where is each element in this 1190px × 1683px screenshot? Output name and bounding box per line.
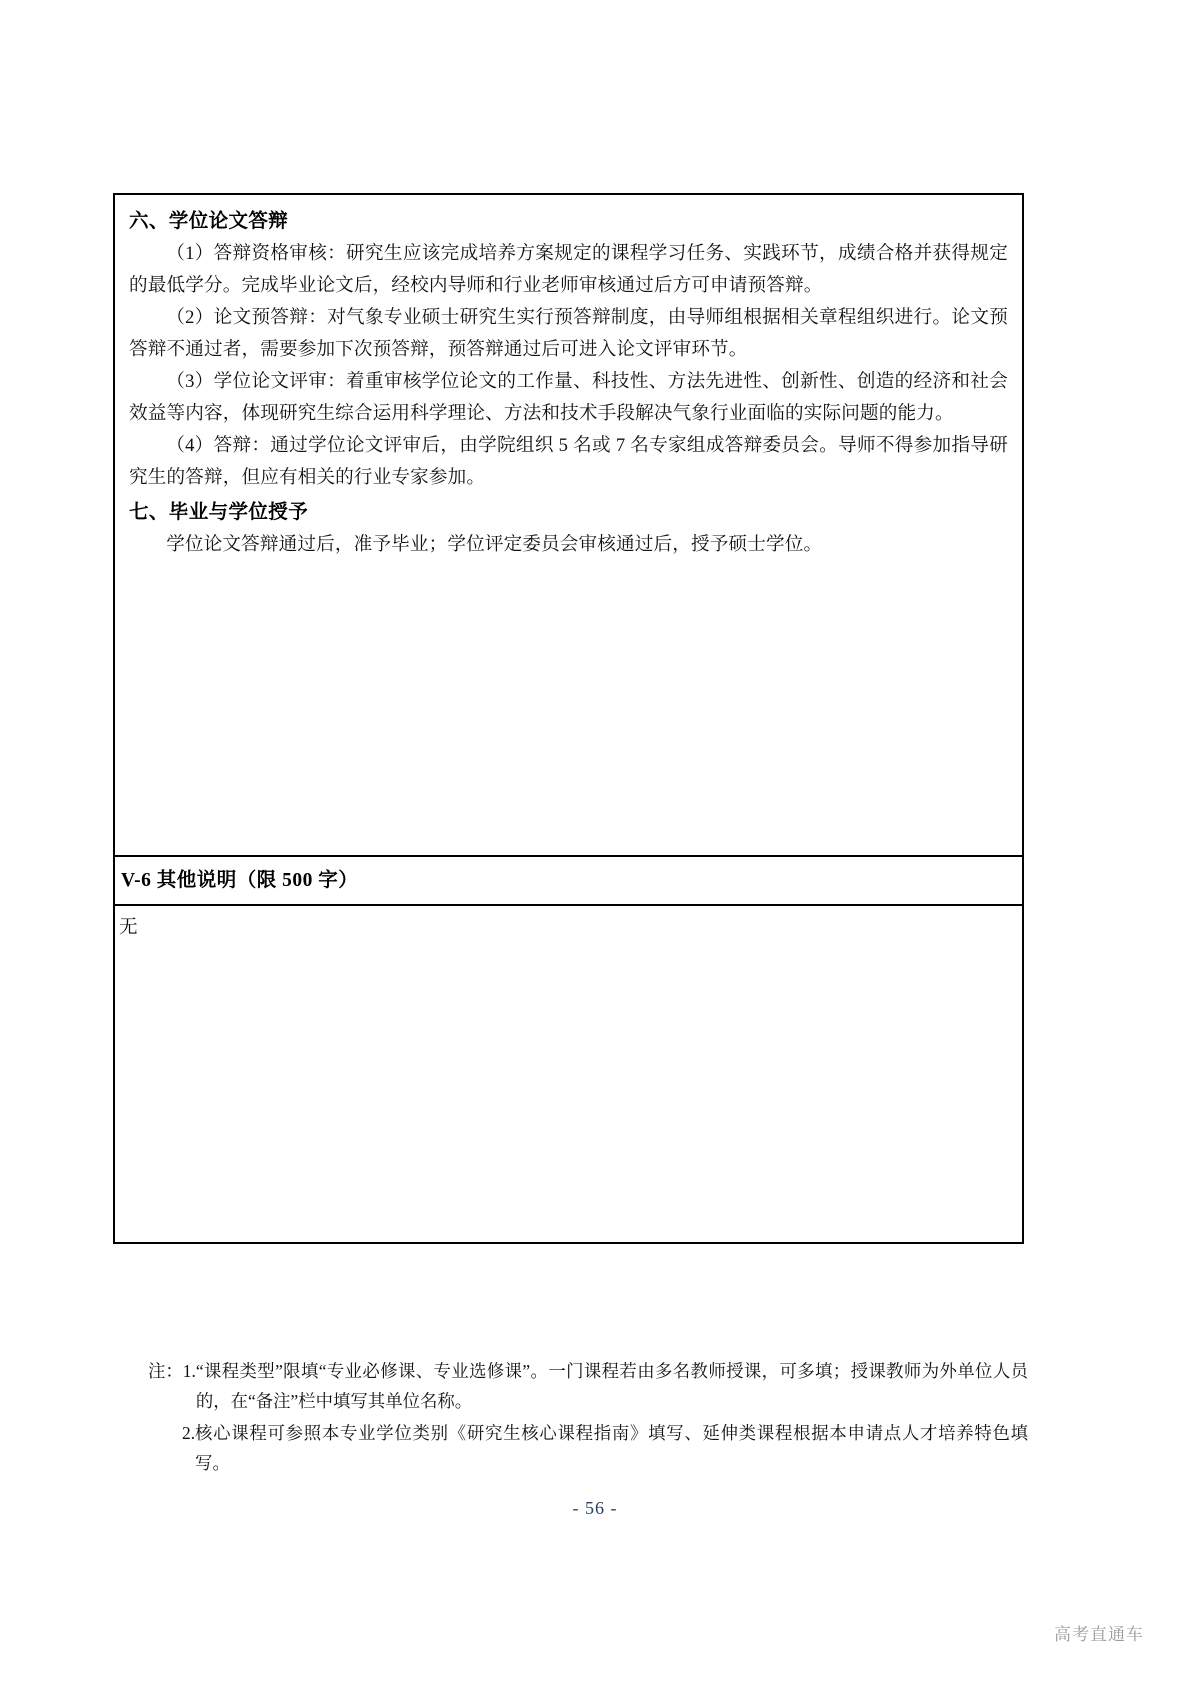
v6-title-row <box>115 855 1022 904</box>
footnote-1-number: 1. <box>182 1361 196 1381</box>
footnote-item-1 <box>148 1357 1028 1417</box>
v6-other-notes-field[interactable]: 无 <box>119 917 138 939</box>
section-six-paragraph-4: （4）答辩：通过学位论文评审后，由学院组织 5 名或 7 名专家组成答辩委员会。导师不得参加指导研究生的答辩，但应有相关的行业专家参加。 <box>129 435 1008 488</box>
footnote-1-text: “课程类型”限填“专业必修课、专业选修课”。一门课程若由多名教师授课，可多填；授课教师为外单位人员的，在“备注”栏中填写其单位名称。 <box>195 1361 1028 1411</box>
footnote-2-text: 核心课程可参照本专业学位类别《研究生核心课程指南》填写、延伸类课程根据本申请点人才培养特色填写。 <box>195 1422 1028 1473</box>
footnote-2-number: 2. <box>182 1422 196 1443</box>
page-number: - 56 - <box>572 1498 618 1518</box>
section-seven-paragraph-1: 学位论文答辩通过后，准予毕业；学位评定委员会审核通过后，授予硕士学位。 <box>166 534 823 556</box>
main-content-table <box>113 193 1024 1244</box>
section-six-heading: 六、学位论文答辩 <box>129 211 289 232</box>
v6-section-title: V-6 其他说明（限 500 字） <box>121 870 359 891</box>
footnotes-label: 注： <box>148 1361 183 1381</box>
v6-content-row <box>115 904 1022 1242</box>
footnotes <box>148 1357 1028 1479</box>
section-six-paragraph-1: （1）答辩资格审核：研究生应该完成培养方案规定的课程学习任务、实践环节，成绩合格并获得规定的最低学分。完成毕业论文后，经校内导师和行业老师审核通过后方可申请预答辩。 <box>129 243 1008 297</box>
section-six-paragraph-2: （2）论文预答辩：对气象专业硕士研究生实行预答辩制度，由导师组根据相关章程组织进行。论文预答辩不通过者，需要参加下次预答辩，预答辩通过后可进入论文评审环节。 <box>129 307 1008 361</box>
section-six-paragraph-3: （3）学位论文评审：着重审核学位论文的工作量、科技性、方法先进性、创新性、创造的经济和社会效益等内容，体现研究生综合运用科学理论、方法和技术手段解决气象行业面临的实际问题的能力。 <box>129 371 1008 425</box>
watermark-label: 高考直通车 <box>1054 1625 1144 1644</box>
section-seven-heading: 七、毕业与学位授予 <box>129 501 309 523</box>
sections-cell <box>115 195 1022 855</box>
footnote-item-2 <box>148 1419 1028 1479</box>
